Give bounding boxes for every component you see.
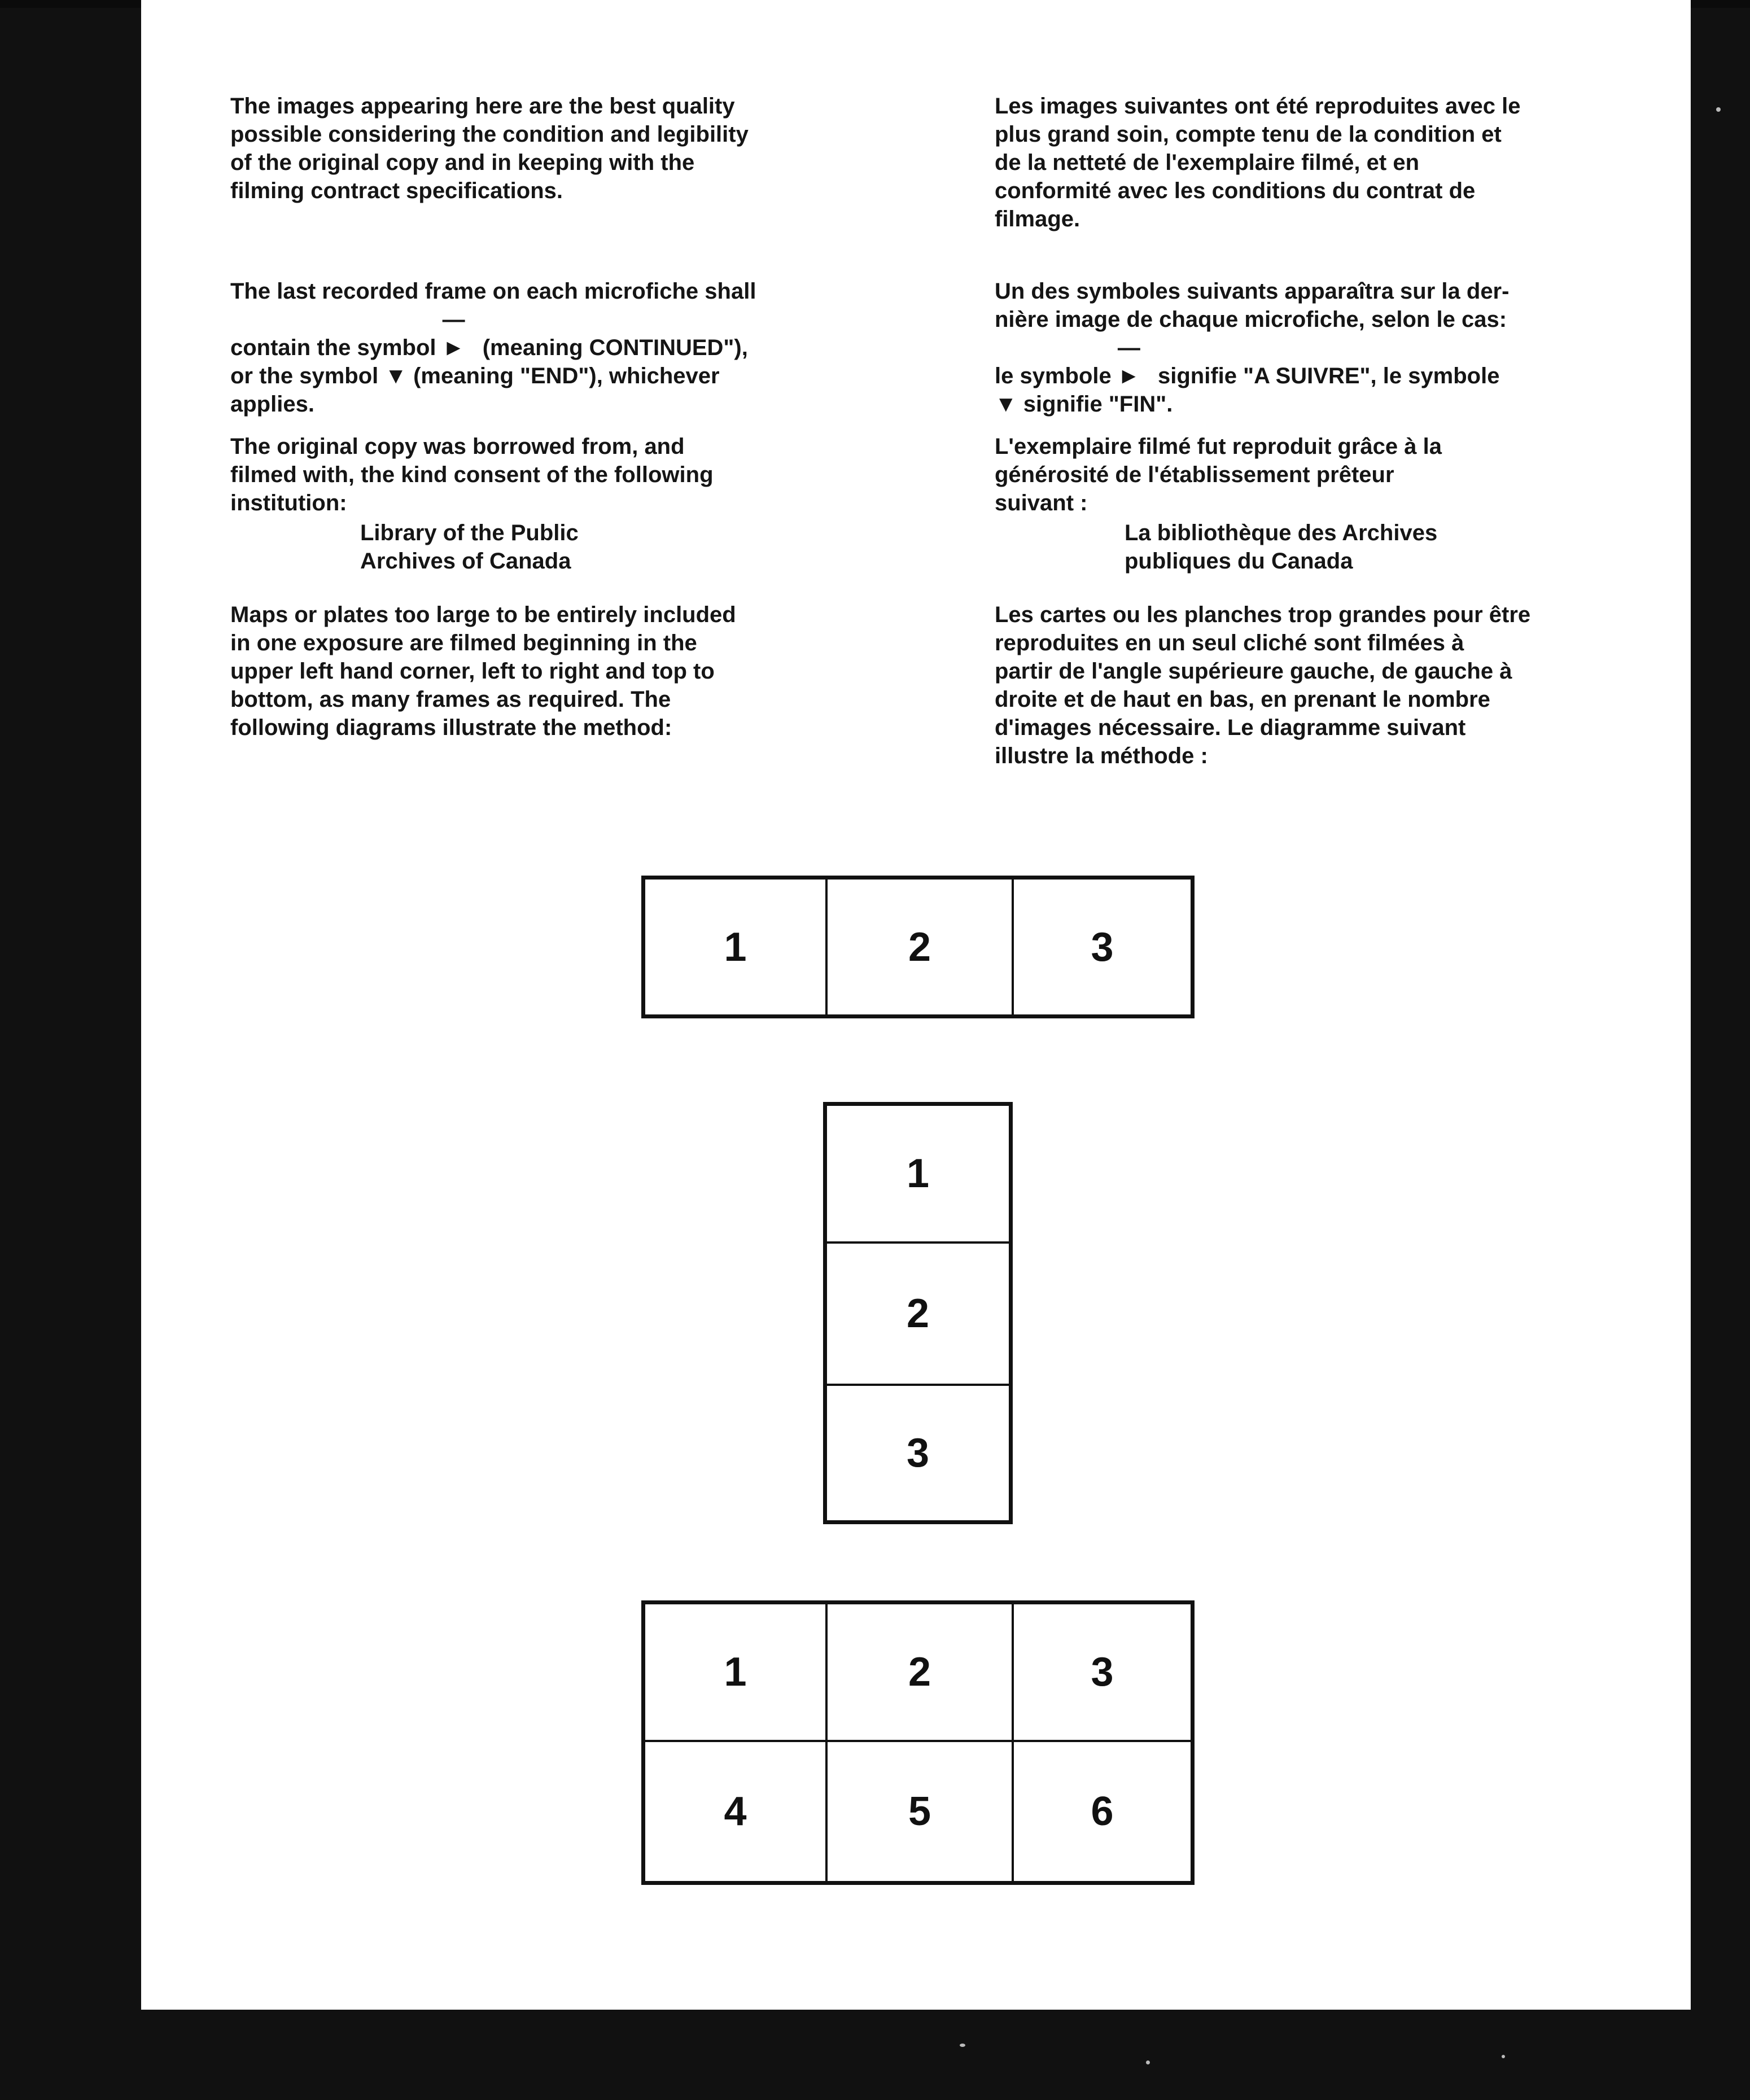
grid-cell: 1: [644, 1603, 826, 1741]
diagram-grid: [641, 1600, 1195, 1885]
document-page: [141, 0, 1691, 2010]
diagram-row: [641, 876, 1195, 1018]
french-column: [995, 0, 1638, 768]
fr-symbol-text-a: Un des symboles suivants apparaîtra sur la der- nière image de chaque microfiche, selon le cas: le symbole: [995, 279, 1510, 388]
fr-institution-paragraph: L'exemplaire filmé fut reproduit grâce à la générosité de l'établissement prêteur suivant :: [995, 434, 1442, 515]
fr-symbol-paragraph: [995, 277, 1509, 418]
film-speck: [1146, 2060, 1150, 2064]
column-cell: 2: [826, 1243, 1010, 1385]
en-quality-paragraph: The images appearing here are the best quality possible considering the condition and legibility of the original copy and in keeping with the filming contract specifications.: [230, 94, 749, 203]
column-cell: 1: [826, 1105, 1010, 1243]
grid-cell: 4: [644, 1741, 826, 1882]
en-symbol-text-b: (meaning CONTINUED"), or the symbol ▼ (meaning "END"), whichever applies.: [230, 335, 748, 417]
diagram-column: [823, 1102, 1013, 1524]
film-speck: [1716, 107, 1721, 112]
en-institution-name: Library of the Public Archives of Canada: [360, 520, 579, 574]
grid-cell: 2: [826, 1603, 1013, 1741]
column-cell: 3: [826, 1385, 1010, 1521]
en-symbol-text-a: The last recorded frame on each microfiche shall contain the symbol: [230, 279, 756, 360]
continued-arrow-icon: —►: [442, 307, 465, 360]
english-column: [230, 0, 874, 740]
en-maps-paragraph: Maps or plates too large to be entirely included in one exposure are filmed beginning in the upper left hand corner, left to right and top to bottom, as many frames as required. The following diagrams illustrate the method:: [230, 602, 736, 740]
row-cell: 1: [644, 878, 826, 1016]
fr-symbol-text-b: signifie "A SUIVRE", le symbole ▼ signifie "FIN".: [995, 364, 1500, 417]
grid-cell: 3: [1013, 1603, 1192, 1741]
en-institution-paragraph: The original copy was borrowed from, and filmed with, the kind consent of the following institution:: [230, 434, 714, 515]
row-cell: 2: [826, 878, 1013, 1016]
fr-maps-paragraph: Les cartes ou les planches trop grandes pour être reproduites en un seul cliché sont filmées à partir de l'angle supérieure gauche, de gauche à droite et de haut en bas, en prenant le nombre d'images nécessaire. Le diagramme suivant illustre la méthode :: [995, 602, 1531, 768]
fr-institution-name: La bibliothèque des Archives publiques du Canada: [1125, 520, 1438, 574]
film-speck: [1502, 2055, 1505, 2058]
grid-cell: 6: [1013, 1741, 1192, 1882]
suivre-arrow-icon: —►: [1117, 335, 1140, 388]
en-symbol-paragraph: [230, 277, 756, 418]
row-cell: 3: [1013, 878, 1192, 1016]
grid-cell: 5: [826, 1741, 1013, 1882]
film-speck: [960, 2044, 965, 2047]
fr-quality-paragraph: Les images suivantes ont été reproduites avec le plus grand soin, compte tenu de la condition et de la netteté de l'exemplaire filmé, et en conformité avec les conditions du contrat de filmage.: [995, 94, 1521, 231]
